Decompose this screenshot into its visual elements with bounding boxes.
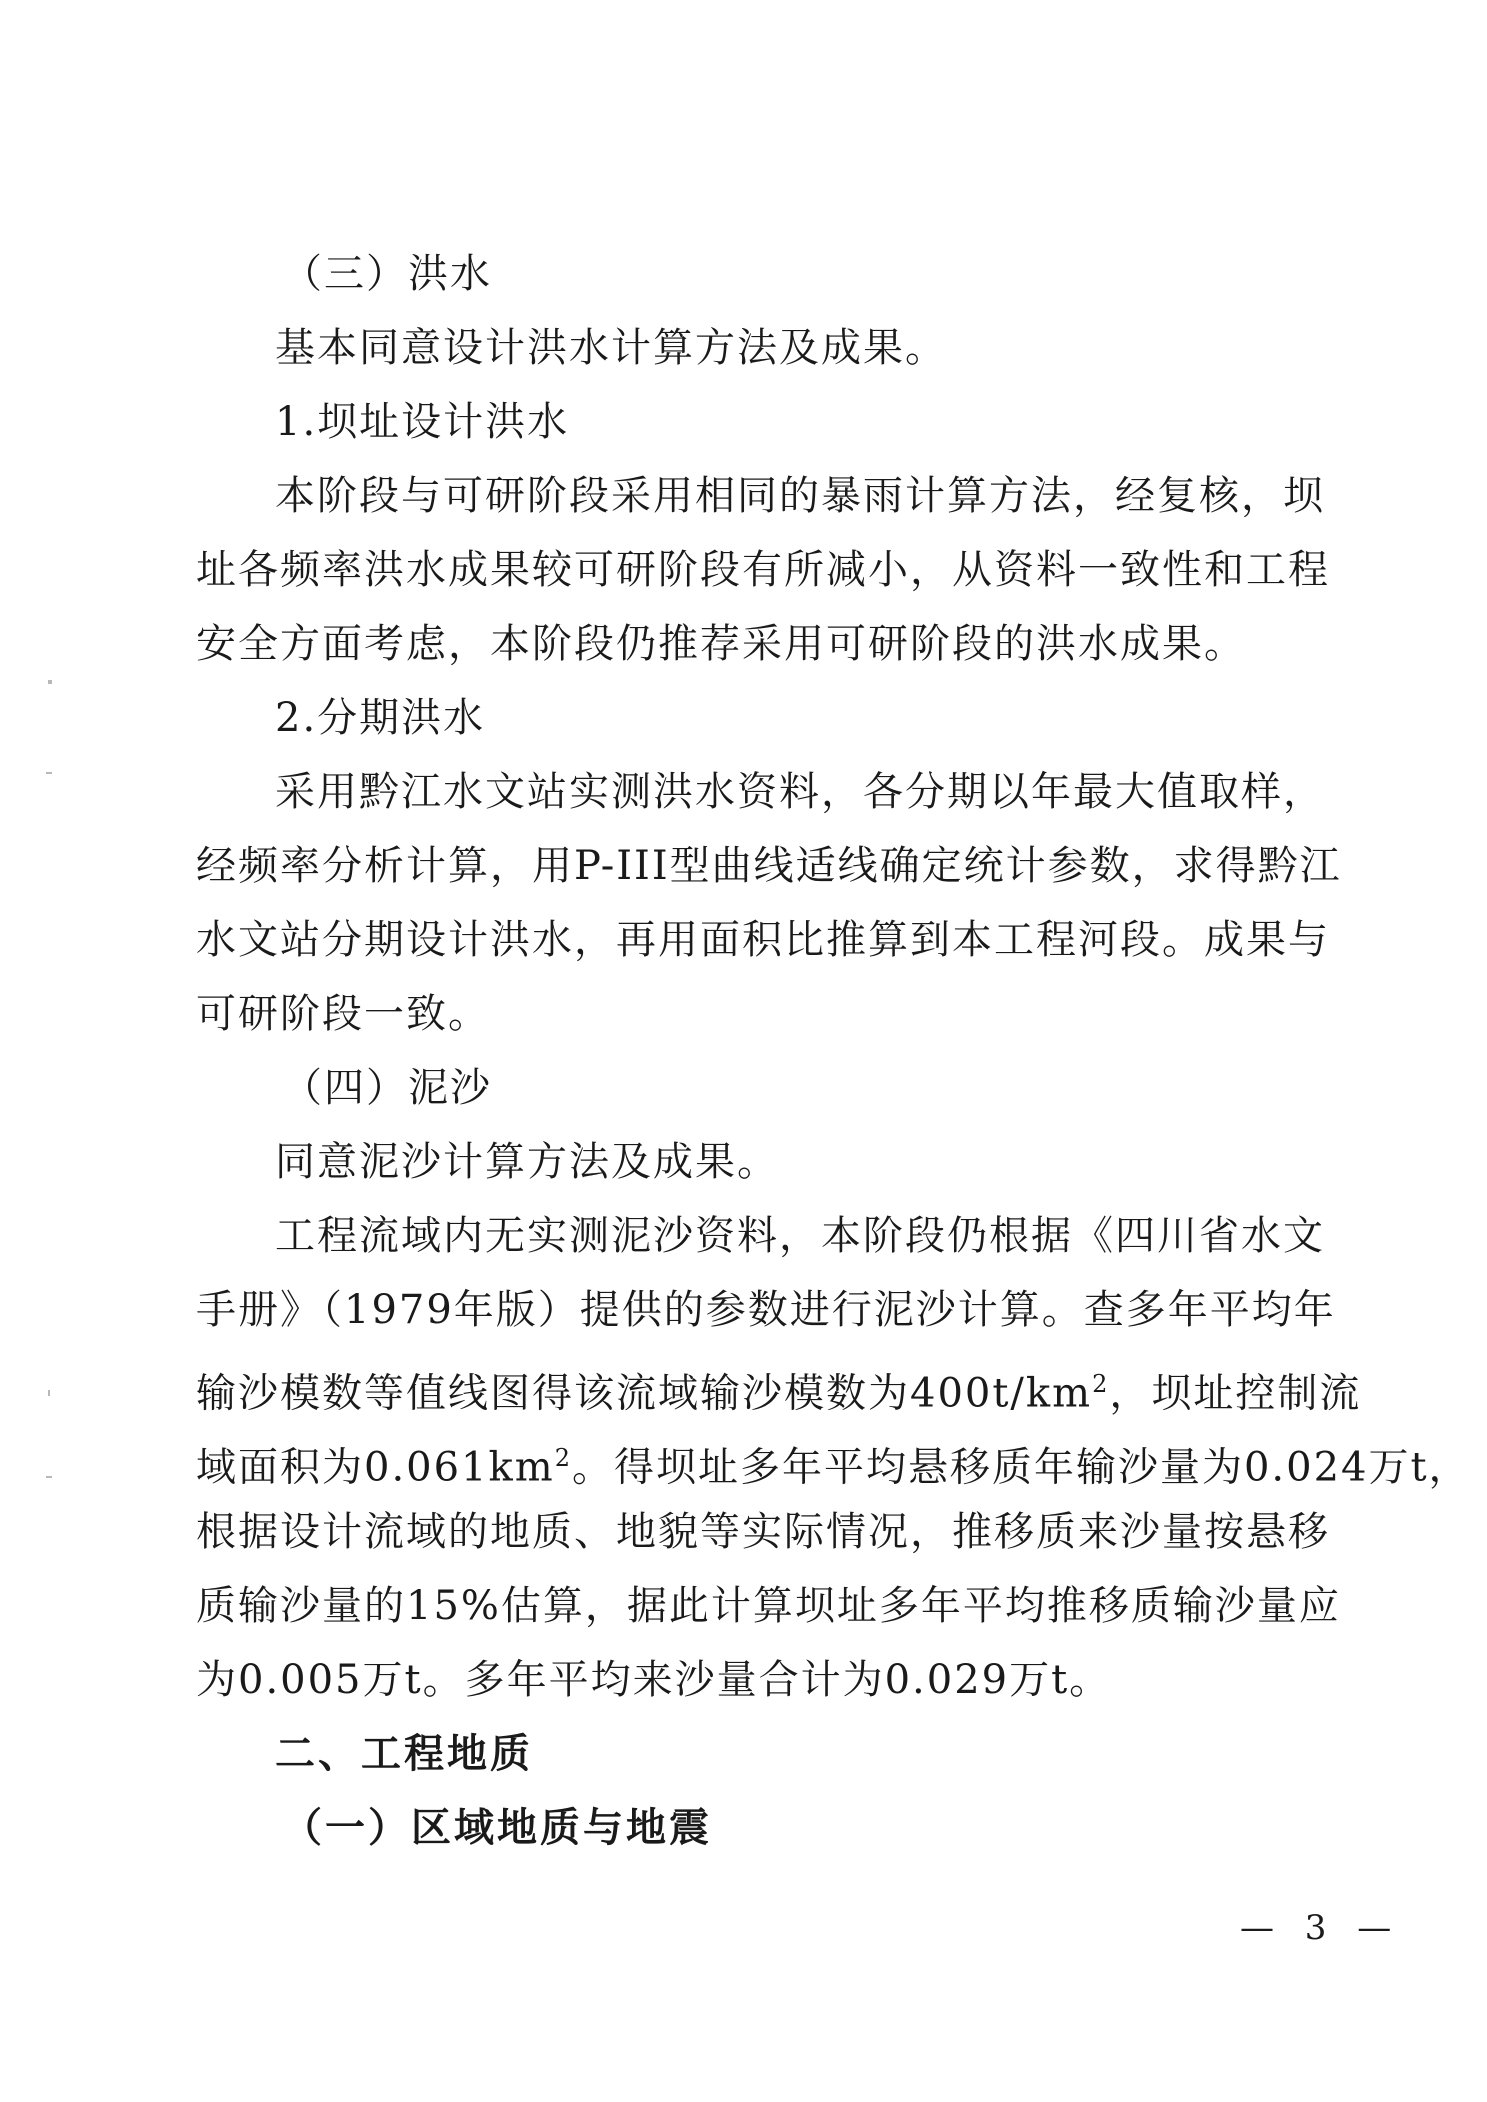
paragraph-line: 址各频率洪水成果较可研阶段有所减小，从资料一致性和工程	[196, 547, 1330, 593]
subheading-dam-flood: 1.坝址设计洪水	[275, 399, 570, 445]
paragraph-line: 可研阶段一致。	[196, 991, 490, 1037]
paragraph-line: 工程流域内无实测泥沙资料，本阶段仍根据《四川省水文	[275, 1213, 1325, 1259]
paragraph-line: 采用黔江水文站实测洪水资料，各分期以年最大值取样，	[275, 769, 1325, 815]
paragraph-line: 为0.005万t。多年平均来沙量合计为0.029万t。	[196, 1657, 1112, 1703]
section-heading-geology: 二、工程地质	[275, 1731, 533, 1777]
scan-mark	[48, 680, 52, 684]
paragraph-line: 水文站分期设计洪水，再用面积比推算到本工程河段。成果与	[196, 917, 1330, 963]
subheading-staged-flood: 2.分期洪水	[275, 695, 486, 741]
paragraph-line: 经频率分析计算，用P-III型曲线适线确定统计参数，求得黔江	[196, 843, 1342, 889]
paragraph-line: 本阶段与可研阶段采用相同的暴雨计算方法，经复核，坝	[275, 473, 1325, 519]
paragraph-line: 域面积为$0.061km^2$。得坝址多年平均悬移质年输沙量为0.024万t，	[196, 1444, 1471, 1491]
heading-sediment: （四）泥沙	[282, 1065, 492, 1111]
paragraph-line: 根据设计流域的地质、地貌等实际情况，推移质来沙量按悬移	[196, 1509, 1330, 1555]
paragraph-line: 质输沙量的15%估算，据此计算坝址多年平均推移质输沙量应	[196, 1583, 1341, 1629]
heading-flood: （三）洪水	[282, 251, 492, 297]
paragraph-line: 基本同意设计洪水计算方法及成果。	[275, 325, 947, 371]
paragraph-line: 手册》（1979年版）提供的参数进行泥沙计算。查多年平均年	[196, 1287, 1336, 1333]
page-number: — 3 —	[1240, 1908, 1402, 1948]
paragraph-line: 输沙模数等值线图得该流域输沙模数为$400t/km^2$，坝址控制流	[196, 1370, 1362, 1417]
paragraph-line: 同意泥沙计算方法及成果。	[275, 1139, 779, 1185]
subsection-heading-regional: （一）区域地质与地震	[282, 1805, 712, 1851]
scan-mark	[46, 772, 52, 774]
paragraph-line: 安全方面考虑，本阶段仍推荐采用可研阶段的洪水成果。	[196, 621, 1246, 667]
scan-mark	[46, 1476, 52, 1478]
scan-mark	[48, 1390, 50, 1396]
